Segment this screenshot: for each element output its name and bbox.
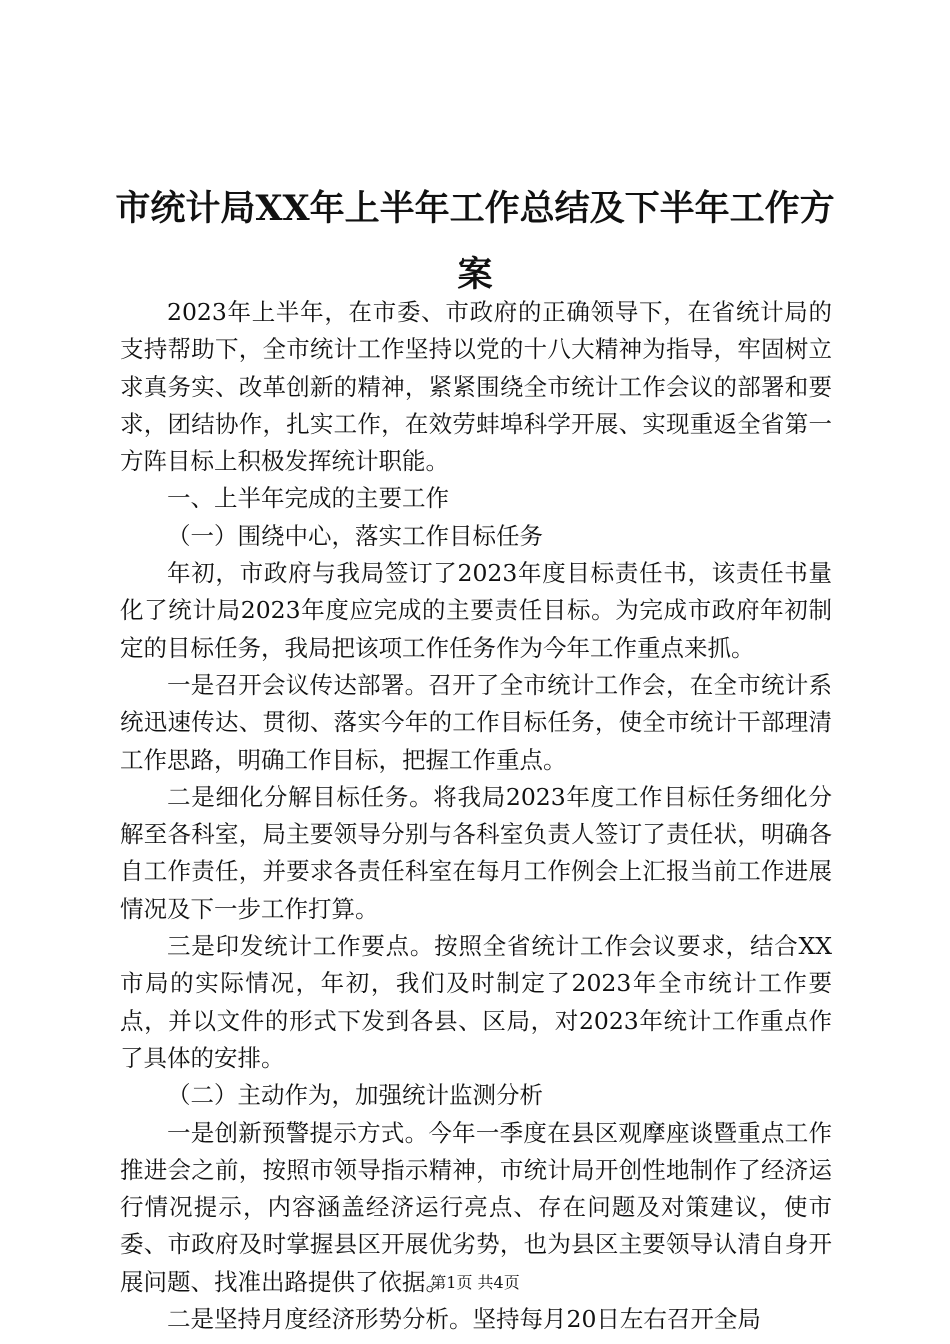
section-heading: 一、上半年完成的主要工作 xyxy=(167,484,449,513)
page-number-footer: 第1页 共4页 xyxy=(430,1273,520,1292)
subsection-heading: （二）主动作为，加强统计监测分析 xyxy=(167,1081,543,1110)
paragraph: 一是创新预警提示方式。今年一季度在县区观摩座谈暨重点工作推进会之前，按照市领导指示精神，市统计局开创性地制作了经济运行情况提示，内容涵盖经济运行亮点、存在问题及对策建议，使市委、市政府及时掌握县区开展优劣势，也为县区主要领导认清自身开展问题、找准出路提供了依据。 xyxy=(120,1118,832,1296)
document-title: 市统计局XX年上半年工作总结及下半年工作方案 xyxy=(115,188,835,295)
paragraph: 二是细化分解目标任务。将我局2023年度工作目标任务细化分解至各科室，局主要领导分别与各科室负责人签订了责任状，明确各自工作责任，并要求各责任科室在每月工作例会上汇报当前工作进展情况及下一步工作打算。 xyxy=(120,782,832,923)
subsection-heading: （一）围绕中心，落实工作目标任务 xyxy=(167,521,543,550)
paragraph: 一是召开会议传达部署。召开了全市统计工作会，在全市统计系统迅速传达、贯彻、落实今年的工作目标任务，使全市统计干部理清工作思路，明确工作目标，把握工作重点。 xyxy=(120,670,832,774)
paragraph: 年初，市政府与我局签订了2023年度目标责任书，该责任书量化了统计局2023年度应完成的主要责任目标。为完成市政府年初制定的目标任务，我局把该项工作任务作为今年工作重点来抓。 xyxy=(120,559,832,662)
paragraph: 二是坚持月度经济形势分析。坚持每月20日左右召开全局 xyxy=(167,1305,761,1334)
paragraph: 三是印发统计工作要点。按照全省统计工作会议要求，结合XX市局的实际情况，年初，我们及时制定了2023年全市统计工作要点，并以文件的形式下发到各县、区局，对2023年统计工作重点作了具体的安排。 xyxy=(120,932,832,1072)
paragraph: 2023年上半年，在市委、市政府的正确领导下，在省统计局的支持帮助下，全市统计工作坚持以党的十八大精神为指导，牢固树立求真务实、改革创新的精神，紧紧围绕全市统计工作会议的部署和要求，团结协作，扎实工作，在效劳蚌埠科学开展、实现重返全省第一方阵目标上积极发挥统计职能。 xyxy=(120,298,832,476)
document-body xyxy=(120,294,832,1338)
